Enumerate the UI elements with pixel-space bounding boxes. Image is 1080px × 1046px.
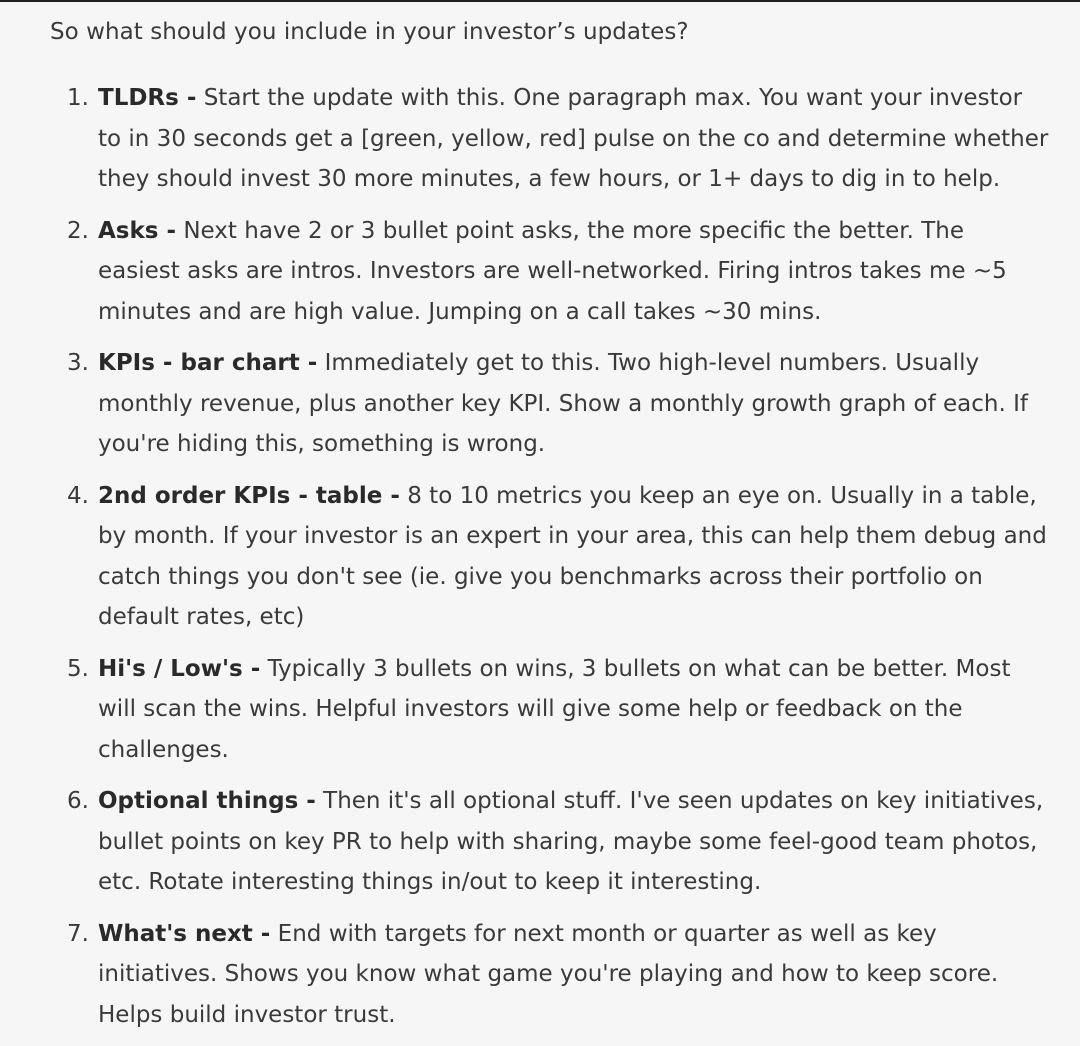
list-item-tldrs xyxy=(50,78,1050,200)
item-number: 6. xyxy=(67,788,89,814)
list-item-kpis xyxy=(50,343,1050,465)
document-body xyxy=(50,14,1050,1046)
item-heading: 2nd order KPIs - table - xyxy=(98,482,400,509)
list-item-asks xyxy=(50,211,1050,333)
item-heading: Optional things - xyxy=(98,788,316,814)
list-item-2nd-order-kpis xyxy=(50,476,1050,638)
item-number: 7. xyxy=(67,920,89,947)
item-text: End with targets for next month or quarter as well as key initiatives. Shows you know what game you're playing and how to keep score. Helps build investor trust. xyxy=(98,920,999,1028)
item-number: 5. xyxy=(67,655,89,682)
item-number: 1. xyxy=(67,85,89,111)
item-text: 8 to 10 metrics you keep an eye on. Usually in a table, by month. If your investor is an expert in your area, this can help them debug and catch things you don't see (ie. give you benchmarks across their portfolio on default rates, etc) xyxy=(98,482,1047,630)
item-text: Immediately get to this. Two high-level numbers. Usually monthly revenue, plus another key KPI. Show a monthly growth graph of each. If you're hiding this, something is wrong. xyxy=(98,350,1028,457)
item-heading: TLDRs - xyxy=(98,85,197,111)
item-number: 2. xyxy=(67,217,89,244)
item-number: 3. xyxy=(67,350,89,376)
item-heading: Asks - xyxy=(98,217,177,244)
item-text: Typically 3 bullets on wins, 3 bullets on what can be better. Most will scan the wins. Helpful investors will give some help or feedback on the challenges. xyxy=(98,655,1011,763)
item-number: 4. xyxy=(67,482,89,509)
list-item-his-lows xyxy=(50,649,1050,771)
list-item-whats-next xyxy=(50,914,1050,1036)
list-item-optional-things xyxy=(50,781,1050,903)
item-text: Then it's all optional stuff. I've seen updates on key initiatives, bullet points on key PR to help with sharing, maybe some feel-good team photos, etc. Rotate interesting things in/out to keep it interesting. xyxy=(98,788,1044,895)
item-heading: Hi's / Low's - xyxy=(98,655,261,682)
item-heading: KPIs - bar chart - xyxy=(98,350,318,376)
intro-question: So what should you include in your investor’s updates? xyxy=(50,19,689,45)
item-text: Start the update with this. One paragraph max. You want your investor to in 30 seconds get a [green, yellow, red] pulse on the co and determine whether they should invest 30 more minutes, a few hours, or 1+ days to dig in to help. xyxy=(98,85,1049,192)
item-heading: What's next - xyxy=(98,920,271,947)
item-text: Next have 2 or 3 bullet point asks, the more specific the better. The easiest asks are intros. Investors are well-networked. Firing intros takes me ~5 minutes and are high value. Jumping on a call takes ~30 mins. xyxy=(98,217,1007,325)
update-items-list xyxy=(50,78,1050,1035)
top-border xyxy=(0,0,1080,2)
